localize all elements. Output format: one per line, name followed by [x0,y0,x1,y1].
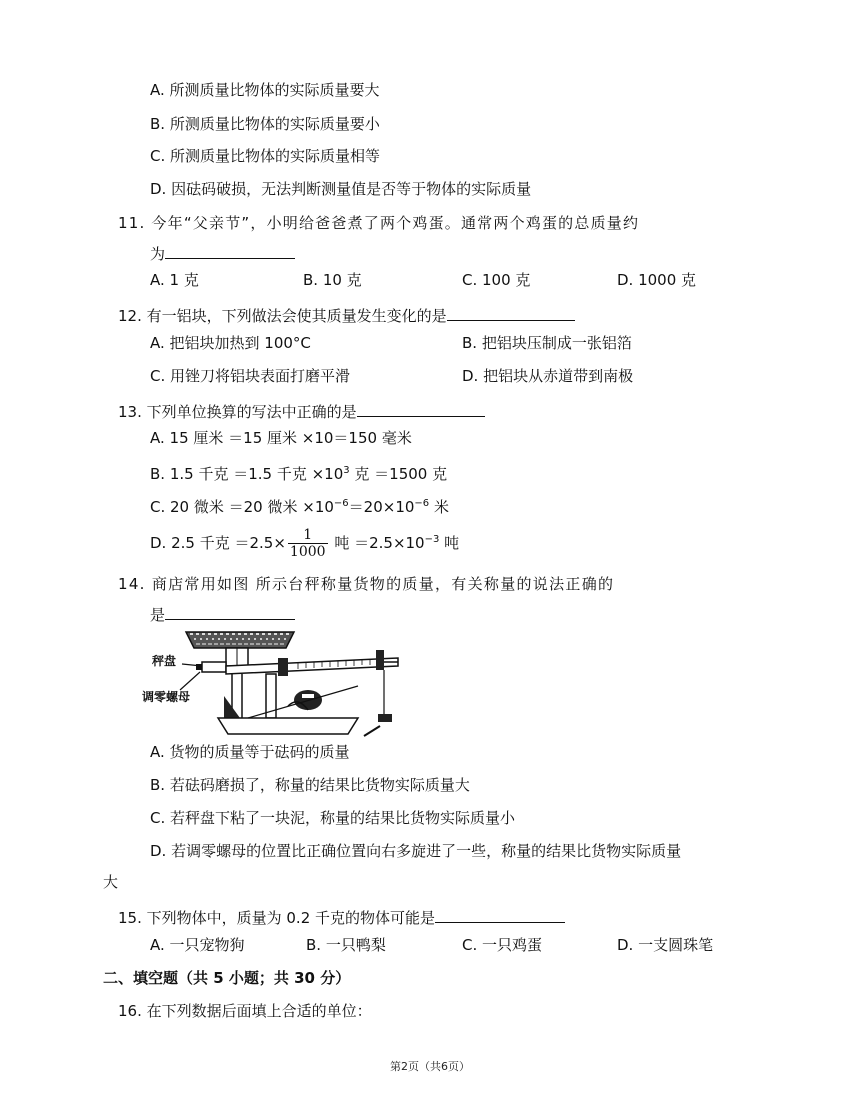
q12-answer-blank[interactable] [447,304,575,321]
q14-stem: 14. 商店常用如图 所示台秤称量货物的质量，有关称量的说法正确的 [118,575,615,593]
q13-b-post: 克 ＝1500 克 [349,465,448,483]
q14-option-a: A. 货物的质量等于砝码的质量 [150,743,350,761]
q16-stem: 16. 在下列数据后面填上合适的单位： [118,1002,372,1020]
q13-answer-blank[interactable] [357,400,485,417]
q11-option-a: A. 1 克 [150,271,199,289]
q13-b-pre: B. 1.5 千克 ＝1.5 千克 ×10 [150,465,344,483]
q13-c-exp1: −6 [333,498,349,509]
q12-option-d: D. 把铝块从赤道带到南极 [462,367,634,385]
q10-option-c: C. 所测质量比物体的实际质量相等 [150,147,381,165]
platform-scale-figure [142,626,418,738]
q11-option-d: D. 1000 克 [617,271,697,289]
q13-c-exp2: −6 [414,498,430,509]
q13-d-post: 吨 [439,534,460,552]
q13-option-c [150,494,449,517]
q10-option-d: D. 因砝码破损，无法判断测量值是否等于物体的实际质量 [150,180,532,198]
q13-stem: 13. 下列单位换算的写法中正确的是 [118,403,357,421]
q13-d-exp: −3 [424,534,440,545]
q12-option-a: A. 把铝块加热到 100°C [150,334,311,352]
q13-c-post: 米 [429,498,449,516]
q12-option-c: C. 用锉刀将铝块表面打磨平滑 [150,367,351,385]
q12-stem-line [118,304,575,326]
q13-d-numerator: 1 [288,527,328,544]
q14-option-b: B. 若砝码磨损了，称量的结果比货物实际质量大 [150,776,470,794]
q11-stem-tail: 为 [150,245,166,263]
q11-stem-cont [150,242,295,264]
q15-option-a: A. 一只宠物狗 [150,936,245,954]
q11-option-b: B. 10 克 [303,271,362,289]
q14-stem-cont [150,603,295,625]
scale-label-pan: 秤盘 [152,654,177,668]
page-footer: 第2页（共6页） [390,1060,470,1073]
q11-stem: 11. 今年“父亲节”，小明给爸爸煮了两个鸡蛋。通常两个鸡蛋的总质量约 [118,214,640,232]
q14-option-c: C. 若秤盘下粘了一块泥，称量的结果比货物实际质量小 [150,809,516,827]
q13-d-pre: D. 2.5 千克 ＝2.5× [150,534,286,552]
q15-stem-line [118,906,565,928]
q13-b-exp: 3 [343,465,350,476]
q13-option-d [150,522,459,561]
q13-c-pre: C. 20 微米 ＝20 微米 ×10 [150,498,334,516]
q10-option-a: A. 所测质量比物体的实际质量要大 [150,81,380,99]
q15-option-d: D. 一支圆珠笔 [617,936,714,954]
platform-scale-drawing [148,626,418,738]
q12-stem: 12. 有一铝块，下列做法会使其质量发生变化的是 [118,307,447,325]
q13-option-b [150,461,447,484]
section-title-fill-in: 二、填空题（共 5 小题；共 30 分） [103,969,351,987]
q15-option-c: C. 一只鸡蛋 [462,936,543,954]
q15-stem: 15. 下列物体中，质量为 0.2 千克的物体可能是 [118,909,436,927]
q13-d-denominator: 1000 [289,544,326,560]
q10-option-b: B. 所测质量比物体的实际质量要小 [150,115,380,133]
q13-c-mid: ＝20×10 [348,498,415,516]
q12-option-b: B. 把铝块压制成一张铝箔 [462,334,632,352]
q11-option-c: C. 100 克 [462,271,531,289]
scale-label-zero-screw: 调零螺母 [142,690,191,704]
q15-option-b: B. 一只鸭梨 [306,936,386,954]
q15-answer-blank[interactable] [435,906,565,923]
q14-answer-blank[interactable] [165,603,295,620]
q13-d-fraction [288,527,328,560]
q13-d-mid: 吨 ＝2.5×10 [329,534,425,552]
q14-option-d-cont: 大 [103,873,119,891]
q14-option-d: D. 若调零螺母的位置比正确位置向右多旋进了一些，称量的结果比货物实际质量 [150,842,682,860]
q11-answer-blank[interactable] [165,242,295,259]
q13-stem-line [118,400,485,422]
q13-option-a: A. 15 厘米 ＝15 厘米 ×10＝150 毫米 [150,429,412,447]
q14-stem-tail: 是 [150,606,166,624]
